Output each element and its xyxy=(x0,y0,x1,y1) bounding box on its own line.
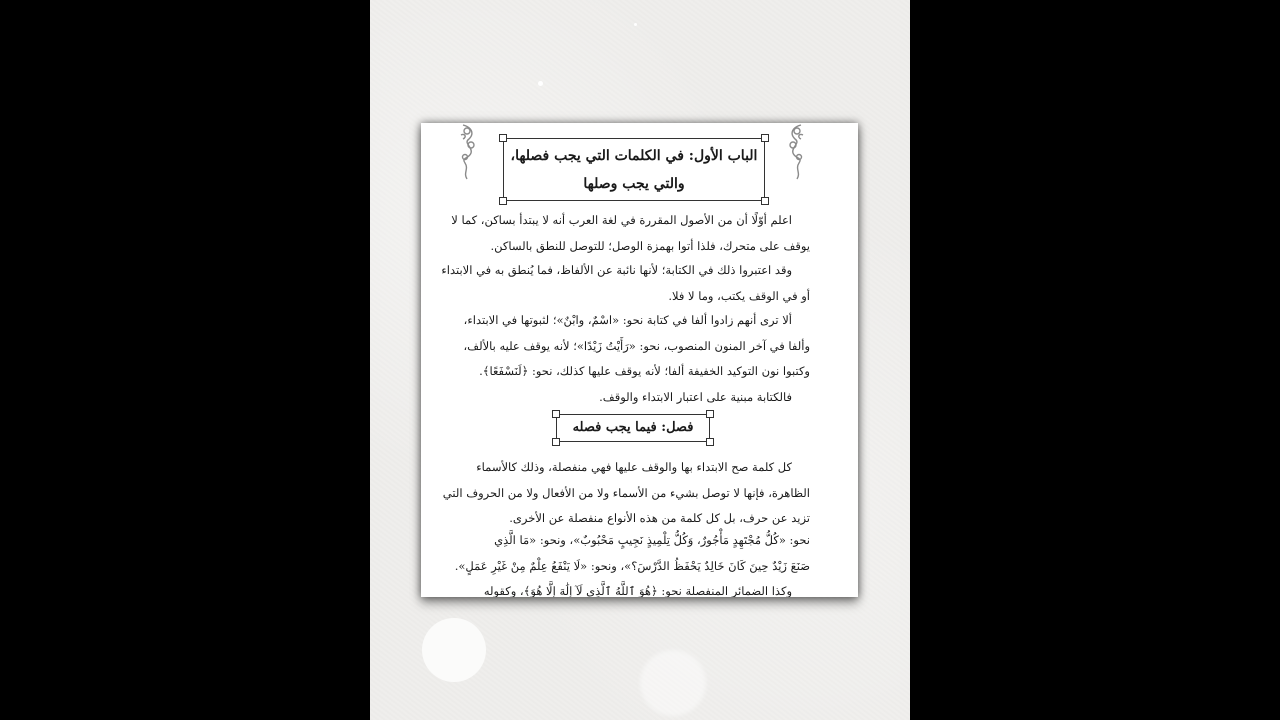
text-line-partial: وكذا الضمائر المنفصلة نحو: ﴿هُوَ ٱللَّهُ ٱلَّذِي لَآ إِلَٰهَ إِلَّا هُوَ﴾، وكقوله xyxy=(483,584,792,597)
paragraph xyxy=(454,308,810,410)
paragraph xyxy=(454,528,810,597)
text-line: اعلم أوّلًا أن من الأصول المقررة في لغة العرب أنه لا يبتدأ بساكن، كما لا xyxy=(451,213,792,227)
text-line: ألا ترى أنهم زادوا ألفا في كتابة نحو: «اسْمٌ، وابْنٌ»؛ لثبوتها في الابتداء، xyxy=(463,313,792,327)
floral-ornament-icon xyxy=(783,123,807,183)
section-heading-text: فصل: فيما يجب فصله xyxy=(572,420,694,435)
text-line: صَنَعَ زَيْدٌ حِينَ كَانَ خَالِدٌ يَحْفَظُ الدَّرْسَ؟»، ونحو: «لَا يَنْفَعُ عِلْمٌ مِنْ غَيْرِ عَمَلٍ». xyxy=(454,558,810,573)
light-blob xyxy=(422,618,486,682)
paragraph xyxy=(442,455,810,532)
paragraph xyxy=(451,208,810,259)
chapter-heading xyxy=(503,138,765,201)
text-line: الظاهرة، فإنها لا توصل بشيء من الأسماء ولا من الأفعال ولا من الحروف التي xyxy=(442,485,810,500)
light-blob xyxy=(640,650,706,716)
chapter-heading-line-2: والتي يجب وصلها xyxy=(583,176,685,192)
backdrop-speck xyxy=(634,23,637,26)
floral-ornament-icon xyxy=(457,123,481,183)
text-line: يوقف على متحرك، فلذا أتوا بهمزة الوصل؛ للتوصل للنطق بالساكن. xyxy=(490,238,810,253)
text-line: وكتبوا نون التوكيد الخفيفة ألفا؛ لأنه يوقف عليها كذلك، نحو: ﴿لَنَسْفَعًا﴾. xyxy=(479,364,810,378)
text-line: كل كلمة صح الابتداء بها والوقف عليها فهي منفصلة، وذلك كالأسماء xyxy=(476,460,792,474)
text-line: وألفا في آخر المنون المنصوب، نحو: «رَأَيْتُ زَيْدًا»؛ لأنه يوقف عليه بالألف، xyxy=(463,338,810,353)
book-page xyxy=(421,123,858,597)
section-heading xyxy=(556,414,710,442)
text-line: نحو: «كُلُّ مُجْتَهِدٍ مَأْجُورٌ، وَكُلُّ تِلْمِيذٍ نَجِيبٍ مَحْبُوبٌ»، ونحو: «مَا الَّذِي xyxy=(494,533,810,547)
paragraph xyxy=(441,258,810,309)
chapter-heading-line-1: الباب الأول: في الكلمات التي يجب فصلها، xyxy=(510,148,758,164)
text-line: وقد اعتبروا ذلك في الكتابة؛ لأنها نائبة عن الألفاظ، فما يُنطق به في الابتداء xyxy=(441,263,792,277)
backdrop-speck xyxy=(538,81,543,86)
text-line: أو في الوقف يكتب، وما لا فلا. xyxy=(668,288,810,303)
text-line: فالكتابة مبنية على اعتبار الابتداء والوقف. xyxy=(599,389,792,404)
text-line: تزيد عن حرف، بل كل كلمة من هذه الأنواع منفصلة عن الأخرى. xyxy=(509,511,810,525)
